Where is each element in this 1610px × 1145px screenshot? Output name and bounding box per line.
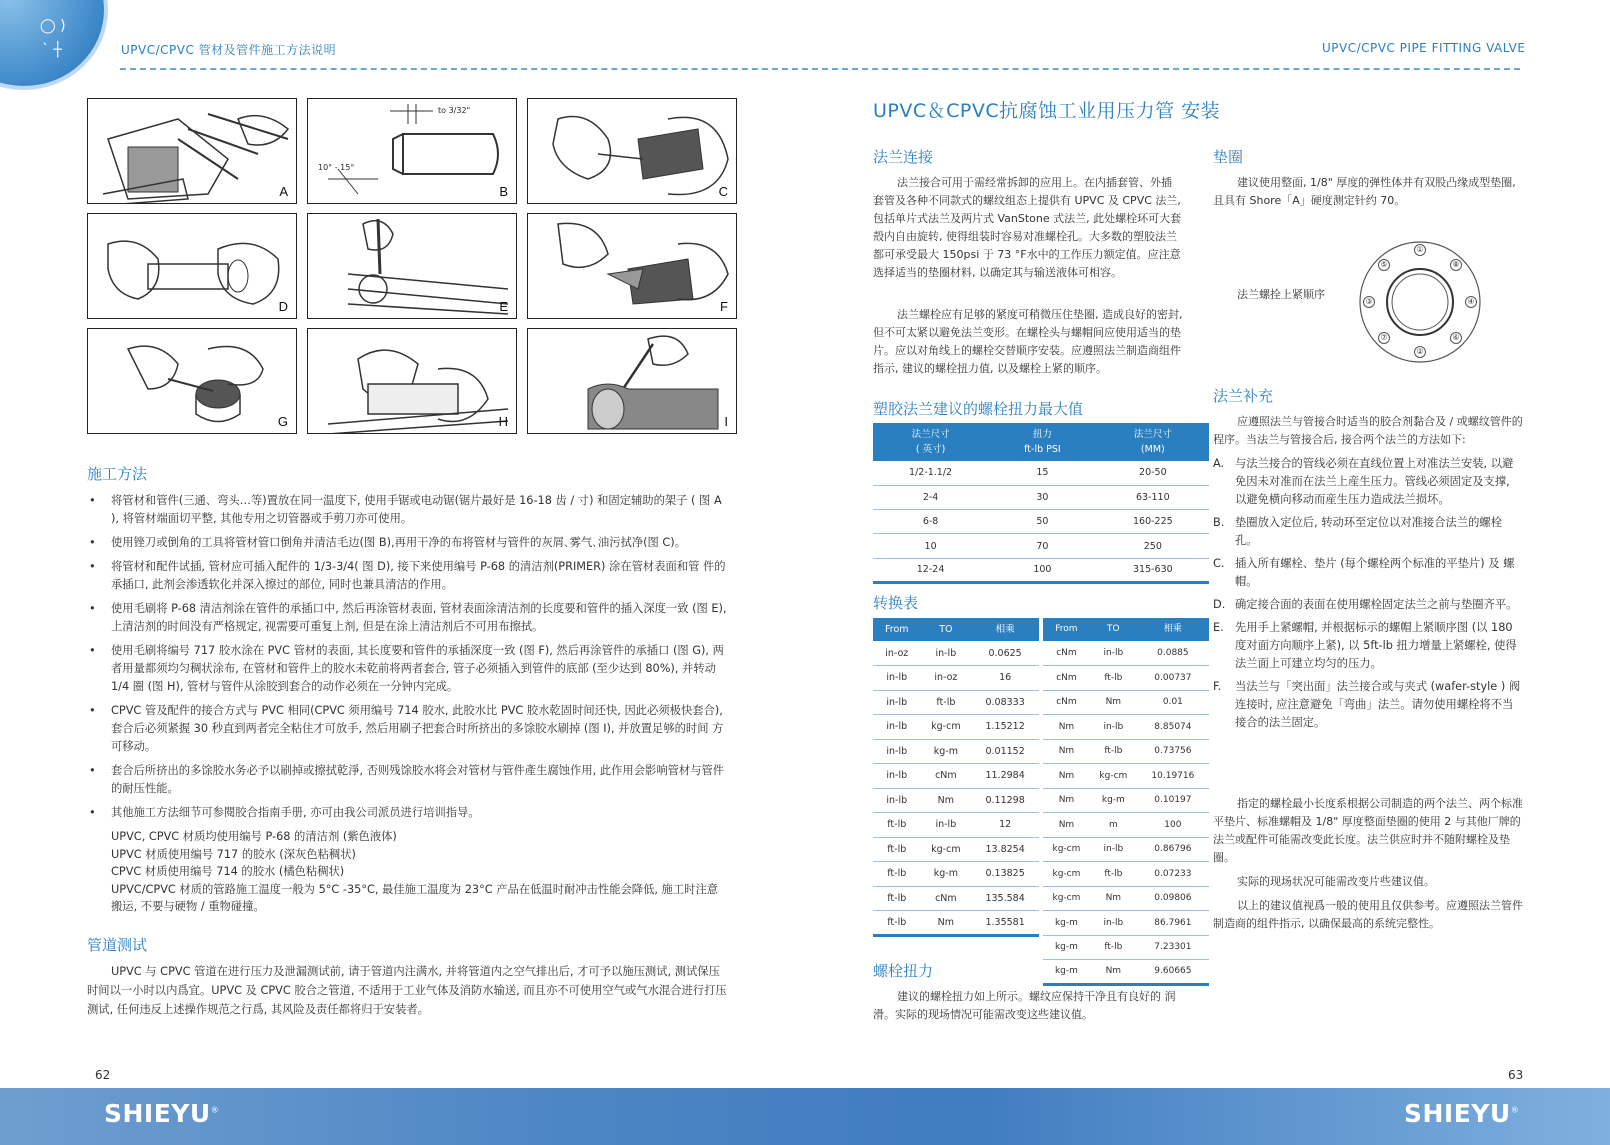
table-header-cell: 法兰尺寸 ( 英寸) (873, 423, 988, 461)
table-row (1043, 715, 1209, 740)
table-row (1043, 886, 1209, 911)
table-row (1043, 813, 1209, 838)
table-cell: ft-lb (1090, 862, 1137, 887)
table-cell: ft-lb (873, 911, 920, 936)
bolt-position-4: ④ (1465, 296, 1477, 308)
figure-g (87, 328, 297, 434)
bolt-position-7: ⑦ (1378, 332, 1390, 344)
bolt-position-8: ⑧ (1450, 259, 1462, 271)
table-cell: cNm (1043, 666, 1090, 691)
table-cell: in-lb (873, 739, 920, 764)
figure-d-label: D (278, 299, 288, 314)
table-cell: 135.584 (971, 886, 1039, 911)
footer-brand-left-text: SHIEYU (104, 1099, 211, 1128)
table-cell: 0.13825 (971, 862, 1039, 887)
table-cell: ft-lb (873, 837, 920, 862)
footer-band (0, 1088, 1610, 1145)
footer-brand-right-reg: ® (1510, 1105, 1520, 1115)
supplement-item-c (1213, 555, 1523, 591)
figure-c-label: C (718, 184, 728, 199)
table-cell: 86.7961 (1137, 911, 1209, 936)
table-row (873, 690, 1039, 715)
table-cell: Nm (1043, 715, 1090, 740)
table-cell: 0.0625 (971, 641, 1039, 666)
right-main-title: UPVC＆CPVC抗腐蚀工业用压力管 安装 (873, 100, 1221, 122)
table-row (1043, 837, 1209, 862)
table-cell: 0.86796 (1137, 837, 1209, 862)
table-cell: 70 (988, 534, 1097, 558)
table-cell: in-lb (873, 764, 920, 789)
figure-h (307, 328, 517, 434)
torque-table-heading: 塑胶法兰建议的螺栓扭力最大值 (873, 400, 1084, 418)
table-row (873, 715, 1039, 740)
figure-c-drawing (528, 99, 737, 204)
corner-logo-circle (0, 0, 108, 90)
table-header-cell: From (873, 618, 920, 641)
table-cell: in-lb (920, 641, 971, 666)
table-cell: 20-50 (1097, 461, 1209, 485)
table-cell: ft-lb (873, 886, 920, 911)
table-cell: kg-m (1043, 960, 1090, 985)
table-cell: kg-cm (1090, 764, 1137, 789)
table-cell: 0.01152 (971, 739, 1039, 764)
table-cell: 50 (988, 510, 1097, 534)
conversion-table-right (1043, 618, 1209, 986)
table-cell: Nm (920, 911, 971, 936)
table-row (1043, 666, 1209, 691)
material-note: UPVC, CPVC 材质均使用编号 P-68 的清洁剂 (紫色液体) (111, 830, 397, 843)
construction-step: • 其他施工方法细节可参閱胶合指南手册, 亦可由我公司派员进行培训指导。 (87, 804, 727, 822)
page-number-left: 62 (95, 1068, 111, 1082)
table-cell: Nm (1043, 813, 1090, 838)
material-notes (87, 828, 727, 916)
flange-bolt-order-label: 法兰螺拴上紧顺序 (1237, 288, 1325, 301)
table-cell: Nm (1090, 690, 1137, 715)
figure-e-drawing (308, 214, 517, 319)
table-cell: 12-24 (873, 558, 988, 582)
construction-step: • 将管材和管件(三通、弯头…等)置放在同一温度下, 使用手锯或电动锯(锯片最好是 16-18 齿 / 寸) 和固定辅助的架子 ( 图 A ), 将管材端面切平整, 其他专用之切管器或手剪刀亦可使用。 (87, 492, 727, 528)
closing-paragraph-1: 指定的螺栓最小长度系根据公司制造的两个法兰、两个标准平垫片、标准螺帽及 1/8" 厚度整面垫圈的使用 2 与其他厂牌的法兰或配件可能需改变此长度。法兰供应时并不随附螺栓及垫圈。 (1213, 797, 1523, 864)
supplement-item-text: 插入所有螺栓、垫片 (每个螺栓两个标准的平垫片) 及 螺帽。 (1235, 557, 1515, 588)
supplement-item-b (1213, 514, 1523, 550)
table-cell: kg-cm (1043, 862, 1090, 887)
table-cell: 0.10197 (1137, 788, 1209, 813)
table-row (873, 666, 1039, 691)
table-cell: 8.85074 (1137, 715, 1209, 740)
construction-step: • 使用毛刷将 P-68 清洁剂涂在管件的承插口中, 然后再涂管材表面, 管材表面涂清洁剂的长度要和管件的插入深度一致 (图 E), 上清洁剂的时间没有严格规定, 视需要可重复上剂, 但是在涂上清洁剂后不可用布擦拭。 (87, 600, 727, 636)
header-left-title: UPVC/CPVC 管材及管件施工方法说明 (121, 43, 337, 57)
bolt-torque-text: 建议的螺栓扭力如上所示。螺纹应保持干净且有良好的 润滑。实际的现场情况可能需改变这些建议值。 (873, 990, 1176, 1021)
table-cell: 30 (988, 485, 1097, 509)
table-row (873, 837, 1039, 862)
table-cell: 1.35581 (971, 911, 1039, 936)
corner-logo-glyph: ◯ ) (40, 18, 66, 34)
figure-b (307, 98, 517, 204)
table-cell: in-lb (1090, 911, 1137, 936)
table-cell: kg-cm (920, 837, 971, 862)
table-cell: ft-lb (873, 862, 920, 887)
table-row (873, 862, 1039, 887)
table-cell: 0.09806 (1137, 886, 1209, 911)
table-cell: in-lb (1090, 641, 1137, 666)
supplement-item-label: D. (1213, 598, 1226, 611)
table-cell: 100 (1137, 813, 1209, 838)
bolt-torque-heading: 螺栓扭力 (873, 962, 934, 980)
table-cell: 315-630 (1097, 558, 1209, 582)
figure-a (87, 98, 297, 204)
table-header-cell: 法兰尺寸 (MM) (1097, 423, 1209, 461)
table-row (873, 813, 1039, 838)
table-header-cell: TO (1090, 618, 1137, 641)
table-cell: kg-m (1043, 911, 1090, 936)
table-cell: in-oz (873, 641, 920, 666)
table-cell: in-lb (873, 690, 920, 715)
page-number-right: 63 (1508, 1068, 1524, 1082)
construction-step: • 将管材和配件试插, 管材应可插入配件的 1/3-3/4( 图 D), 接下来使用编号 P-68 的清洁剂(PRIMER) 涂在管材表面和管 件的承插口, 此剂会渗透软化并深入擦过的部位, 同时也兼具清洁的作用。 (87, 558, 727, 594)
table-row (873, 788, 1039, 813)
table-row (873, 558, 1209, 582)
table-cell: kg-m (920, 739, 971, 764)
supplement-item-label: B. (1213, 516, 1225, 529)
table-cell: ft-lb (873, 813, 920, 838)
table-cell: in-lb (873, 715, 920, 740)
supplement-item-d (1213, 596, 1523, 614)
table-row (1043, 641, 1209, 666)
figure-b-annotation-angle: 10° - 15° (318, 163, 355, 172)
construction-step: • 使用锉刀或倒角的工具将管材管口倒角并清洁毛边(图 B),再用干净的布将管材与管件的灰屑､雾气､油污拭净(图 C)。 (87, 534, 727, 552)
table-cell: 12 (971, 813, 1039, 838)
installation-figures-grid (87, 98, 737, 434)
figure-b-drawing (308, 99, 517, 204)
table-row (1043, 764, 1209, 789)
table-cell: in-lb (873, 788, 920, 813)
table-row (1043, 862, 1209, 887)
table-cell: in-oz (920, 666, 971, 691)
table-row (873, 764, 1039, 789)
table-cell: 0.08333 (971, 690, 1039, 715)
supplement-item-label: C. (1213, 557, 1225, 570)
figure-a-drawing (88, 99, 297, 204)
table-cell: Nm (1043, 739, 1090, 764)
table-cell: 63-110 (1097, 485, 1209, 509)
figure-a-label: A (279, 184, 288, 199)
closing-paragraph-2: 实际的现场状况可能需改变片些建议值。 (1237, 875, 1435, 888)
table-row (873, 739, 1039, 764)
construction-steps-list (87, 492, 727, 916)
figure-e (307, 213, 517, 319)
footer-brand-left-reg: ® (210, 1105, 220, 1115)
construction-step: • CPVC 管及配件的接合方式与 PVC 相同(CPVC 须用编号 714 胶水, 此胶水比 PVC 胶水乾固时间还快, 因此必须极快套合), 套合后必须紧握 30 秒直到两者完全粘住才可放手, 然后用刷子把套合时所挤出的多馀胶水刷掉 (图 I), 并放置足够的时间 方可移动。 (87, 702, 727, 756)
table-cell: 0.11298 (971, 788, 1039, 813)
figure-f (527, 213, 737, 319)
table-cell: 160-225 (1097, 510, 1209, 534)
figure-e-label: E (499, 299, 508, 314)
table-cell: 250 (1097, 534, 1209, 558)
header-dash-divider (120, 68, 1520, 70)
table-header-cell: 扭力 ft-lb PSI (988, 423, 1097, 461)
footer-brand-right-text: SHIEYU (1404, 1099, 1511, 1128)
figure-h-drawing (308, 329, 517, 434)
supplement-item-text: 当法兰与「突出面」法兰接合或与夹式 (wafer-style ) 阀连接时, 应注意避免「弯曲」法兰。请勿使用螺栓将不当 接合的法兰固定。 (1235, 680, 1521, 729)
table-cell: 0.73756 (1137, 739, 1209, 764)
figure-d-drawing (88, 214, 297, 319)
torque-table (873, 423, 1209, 584)
conversion-heading: 转换表 (873, 594, 919, 612)
figure-h-label: H (498, 414, 508, 429)
figure-b-label: B (499, 184, 508, 199)
supplement-item-label: E. (1213, 621, 1224, 634)
figure-f-drawing (528, 214, 737, 319)
material-note: UPVC/CPVC 材质的管路施工温度一般为 5°C -35°C, 最佳施工温度为 23°C 产品在低温时耐冲击性能会降低, 施工时注意搬运, 不要与硬物 / 重物碰撞。 (111, 882, 719, 913)
table-cell: 10.19716 (1137, 764, 1209, 789)
table-cell: cNm (920, 764, 971, 789)
supplement-item-e (1213, 619, 1523, 673)
figure-b-annotation-gap: to 3/32" (438, 106, 471, 115)
table-cell: 7.23301 (1137, 935, 1209, 960)
testing-text: UPVC 与 CPVC 管道在进行压力及泄漏测试前, 请于管道内注满水, 并将管道内之空气排出后, 才可予以施压测试, 测试保压时间以一小时以内爲宜。UPVC 及 CPVC 胶合之管道, 不适用于工业气体及消防水输送, 而且亦不可使用空气或气水混合进行打压测试, 任何违反上述操作规范之行爲, 其风险及责任都将归于安装者。 (87, 965, 727, 1016)
supplement-item-a (1213, 455, 1523, 509)
table-row (1043, 911, 1209, 936)
table-cell: 1/2-1.1/2 (873, 461, 988, 485)
flange-paragraph-1: 法兰接合可用于需经常拆卸的应用上。在内插套管、外插 套管及各种不同款式的螺纹组态上提供有 UPVC 及 CPVC 法兰, 包括单片式法兰及两片式 VanStone 式法兰, 此处螺栓环可大套殻内自由旋转, 使得组装时容易对准螺栓孔。大多数的塑胶法兰都可承受最大 150psi 于 73 °F水中的工作压力额定值。应注意选择适当的垫圈材料, 以确定其与输送液体可相容。 (873, 176, 1182, 279)
flange-paragraph-2: 法兰螺栓应有足够的紧度可稍微压住垫圈, 造成良好的密封, 但不可太紧以避免法兰变形。在螺栓头与螺帽间应使用适当的垫片。应以对角线上的螺栓交替顺序安装。应遵照法兰制造商组件指示, 建议的螺栓扭力值, 以及螺栓上紧的顺序。 (873, 308, 1183, 375)
figure-f-label: F (720, 299, 728, 314)
footer-brand-right (1404, 1099, 1519, 1128)
flange-supplement-list (1213, 455, 1523, 737)
table-cell: 100 (988, 558, 1097, 582)
table-cell: ft-lb (1090, 935, 1137, 960)
table-cell: 6-8 (873, 510, 988, 534)
construction-heading: 施工方法 (87, 465, 148, 483)
table-row (1043, 739, 1209, 764)
figure-c (527, 98, 737, 204)
table-cell: in-lb (873, 666, 920, 691)
table-cell: cNm (920, 886, 971, 911)
conversion-table-left (873, 618, 1039, 937)
table-row (1043, 690, 1209, 715)
table-cell: cNm (1043, 690, 1090, 715)
table-header-cell: 相乘 (1137, 618, 1209, 641)
table-cell: kg-m (1090, 788, 1137, 813)
header-right-title: UPVC/CPVC PIPE FITTING VALVE (1322, 41, 1526, 55)
bolt-position-1: ① (1414, 244, 1426, 256)
closing-paragraph-3: 以上的建议值视爲一般的使用且仅供参考。应遵照法兰管件制造商的组件指示, 以确保最高的系统完整性。 (1213, 899, 1523, 930)
table-cell: 10 (873, 534, 988, 558)
table-header-cell: From (1043, 618, 1090, 641)
figure-i-label: I (724, 414, 728, 429)
table-row (873, 510, 1209, 534)
table-cell: m (1090, 813, 1137, 838)
supplement-item-label: A. (1213, 457, 1225, 470)
table-row (873, 461, 1209, 485)
table-cell: 0.07233 (1137, 862, 1209, 887)
construction-step: • 套合后所挤出的多馀胶水务必予以刷掉或擦拭乾淨, 否则残馀胶水将会对管材与管件產生腐蚀作用, 此作用会影响管材与管件的耐压性能。 (87, 762, 727, 798)
material-note: UPVC 材质使用编号 717 的胶水 (深灰色粘稠状) (111, 847, 356, 861)
table-cell: in-lb (920, 813, 971, 838)
supplement-item-label: F. (1213, 680, 1222, 693)
table-cell: in-lb (1090, 715, 1137, 740)
footer-brand-left (104, 1099, 219, 1128)
table-cell: Nm (1090, 886, 1137, 911)
testing-heading: 管道测试 (87, 936, 148, 954)
material-note: CPVC 材质使用编号 714 的胶水 (橘色粘稠状) (111, 865, 345, 878)
table-cell: kg-cm (1043, 886, 1090, 911)
flange-supplement-heading: 法兰补充 (1213, 387, 1274, 405)
table-row (873, 485, 1209, 509)
supplement-item-text: 垫圈放入定位后, 转动环至定位以对准接合法兰的螺栓孔。 (1235, 516, 1503, 547)
table-cell: 0.0885 (1137, 641, 1209, 666)
table-cell: ft-lb (1090, 666, 1137, 691)
table-row (873, 641, 1039, 666)
gasket-text: 建议使用整面, 1/8" 厚度的弹性体并有双股凸缘成型垫圈, 且具有 Shore「A」硬度测定针约 70。 (1213, 176, 1516, 207)
supplement-item-f (1213, 678, 1523, 732)
table-header-cell: TO (920, 618, 971, 641)
table-cell: kg-cm (920, 715, 971, 740)
table-row (1043, 935, 1209, 960)
bolt-position-6: ⑥ (1450, 332, 1462, 344)
table-header-cell: 相乘 (971, 618, 1039, 641)
supplement-item-text: 先用手上紧螺帽, 并根据标示的螺帽上紧顺序图 (以 180 度对面方向顺序上紧), 以 5ft-lb 扭力增量上紧螺栓, 使得法兰面上可建立均匀的压力。 (1235, 621, 1517, 670)
table-cell: Nm (920, 788, 971, 813)
figure-g-label: G (277, 414, 288, 429)
table-cell: 0.00737 (1137, 666, 1209, 691)
corner-logo-glyph-2: ` ┼ (42, 42, 62, 58)
figure-i-drawing (528, 329, 737, 434)
flange-supplement-intro: 应遵照法兰与管接合时适当的胶合剂黏合及 / 或螺纹管件的程序。当法兰与管接合后, 接合两个法兰的方法如下: (1213, 415, 1523, 446)
gasket-heading: 垫圈 (1213, 148, 1244, 166)
figure-g-drawing (88, 329, 297, 434)
table-cell: kg-cm (1043, 837, 1090, 862)
flange-bolt-order-diagram (1358, 240, 1482, 364)
table-cell: 11.2984 (971, 764, 1039, 789)
table-row (873, 886, 1039, 911)
table-cell: Nm (1043, 788, 1090, 813)
construction-step: • 使用毛刷将编号 717 胶水涂在 PVC 管材的表面, 其长度要和管件的承插深度一致 (图 F), 然后再涂管件的承插口 (图 G), 两者用量都须均匀稠状涂布, 在管材和管件上的胶水未乾前将两者套合, 管子必须插入到管件的底部 (至少达到 80%), 并转动 1/4 圈 (图 H), 管材与管件从涂胶到套合的动作必须在一分钟内完成。 (87, 642, 727, 696)
flange-heading: 法兰连接 (873, 148, 934, 166)
supplement-item-text: 与法兰接合的管线必须在直线位置上对准法兰安装, 以避免因未对准而在法兰上産生压力。管线必须固定及支撑, 以避免横向移动而産生压力造成法兰损坏。 (1235, 457, 1514, 506)
table-cell: 1.15212 (971, 715, 1039, 740)
table-cell: ft-lb (1090, 739, 1137, 764)
table-cell: 13.8254 (971, 837, 1039, 862)
bolt-position-3: ③ (1363, 296, 1375, 308)
table-cell: kg-m (1043, 935, 1090, 960)
table-row (1043, 788, 1209, 813)
bolt-position-5: ⑤ (1378, 259, 1390, 271)
table-cell: 15 (988, 461, 1097, 485)
table-row (873, 534, 1209, 558)
table-row (1043, 960, 1209, 985)
table-cell: Nm (1090, 960, 1137, 985)
table-cell: 2-4 (873, 485, 988, 509)
table-cell: 0.01 (1137, 690, 1209, 715)
table-cell: 9.60665 (1137, 960, 1209, 985)
table-cell: cNm (1043, 641, 1090, 666)
table-row (873, 911, 1039, 936)
figure-d (87, 213, 297, 319)
table-cell: kg-m (920, 862, 971, 887)
bolt-position-2: ② (1414, 346, 1426, 358)
table-cell: in-lb (1090, 837, 1137, 862)
table-cell: Nm (1043, 764, 1090, 789)
supplement-item-text: 确定接合面的表面在使用螺栓固定法兰之前与垫圈齐平。 (1235, 598, 1518, 611)
table-cell: ft-lb (920, 690, 971, 715)
figure-i (527, 328, 737, 434)
table-cell: 16 (971, 666, 1039, 691)
